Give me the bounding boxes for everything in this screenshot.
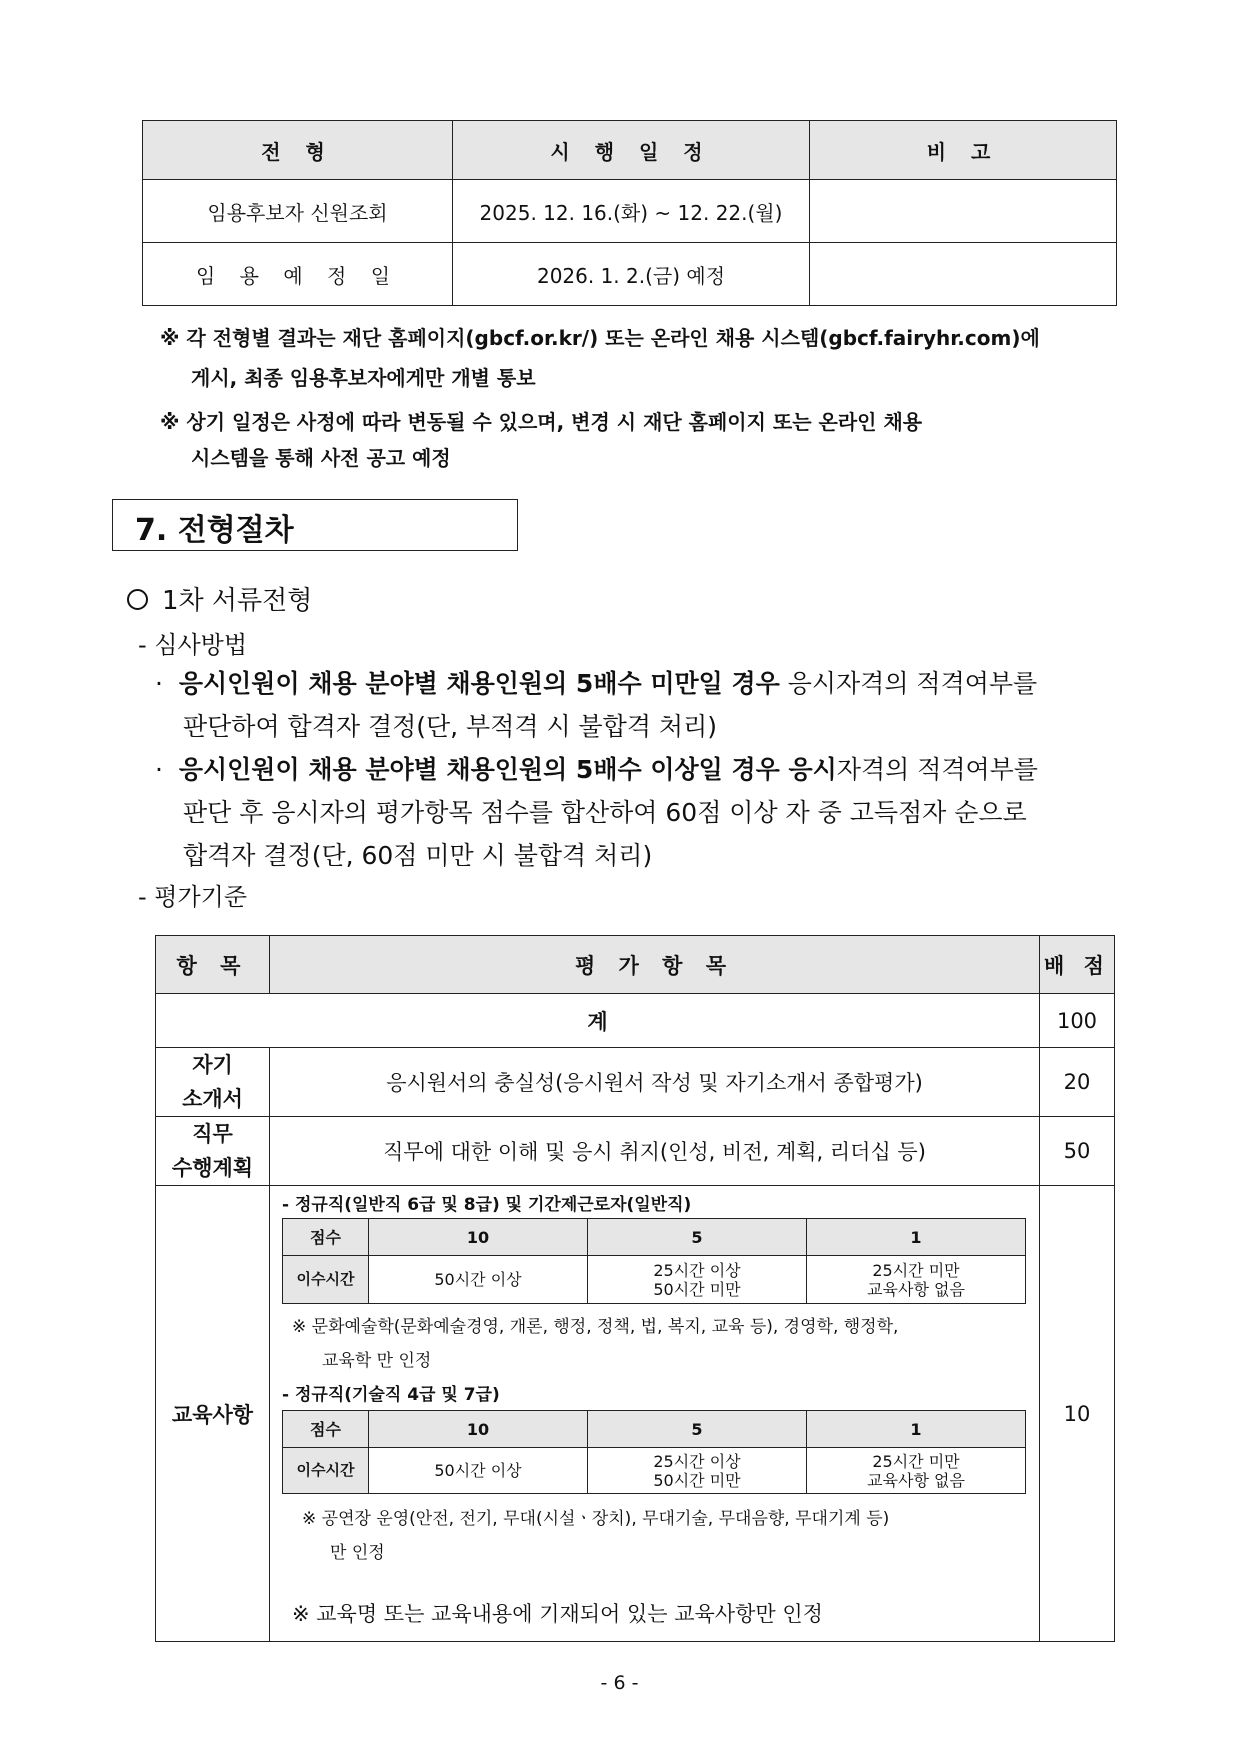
bullet-bold-text: 응시인원이 채용 분야별 채용인원의 5배수 이상일 경우 응시	[178, 755, 837, 784]
score-header-row	[283, 1411, 1026, 1448]
hours-cell: 50시간 이상	[369, 1448, 588, 1494]
group-note: ※ 문화예술학(문화예술경영, 개론, 행정, 정책, 법, 복지, 교육 등), 경영학, 행정학,	[292, 1317, 899, 1337]
score-header-row	[283, 1219, 1026, 1256]
schedule-header: 전 형	[143, 121, 453, 180]
schedule-row	[143, 243, 1117, 306]
score-header: 5	[588, 1411, 807, 1448]
group-note: ※ 공연장 운영(안전, 전기, 무대(시설ㆍ장치), 무대기술, 무대음향, 무대기계 등)	[302, 1509, 890, 1529]
eval-item: 직무 수행계획	[156, 1117, 270, 1186]
schedule-cell: 임용후보자 신원조회	[143, 180, 453, 243]
hours-cell: 50시간 이상	[369, 1256, 588, 1304]
step-heading	[127, 580, 312, 617]
schedule-cell	[810, 180, 1117, 243]
schedule-cell: 임 용 예 정 일	[143, 243, 453, 306]
group-title: - 정규직(일반직 6급 및 8급) 및 기간제근로자(일반직)	[282, 1195, 692, 1215]
score-table	[282, 1410, 1026, 1494]
eval-score: 50	[1040, 1117, 1115, 1186]
score-table	[282, 1218, 1026, 1304]
education-detail-cell	[270, 1186, 1040, 1642]
eval-desc: 응시원서의 충실성(응시원서 작성 및 자기소개서 종합평가)	[270, 1048, 1040, 1117]
hours-label: 이수시간	[283, 1256, 369, 1304]
schedule-row	[143, 180, 1117, 243]
group-title: - 정규직(기술직 4급 및 7급)	[282, 1385, 500, 1405]
bullet-continuation: 판단하여 합격자 결정(단, 부적격 시 불합격 처리)	[183, 712, 717, 741]
group-note: 교육학 만 인정	[322, 1351, 432, 1371]
bullet-text: 응시자격의 적격여부를	[779, 669, 1038, 698]
section-title-box	[112, 499, 518, 551]
bullet-dot-icon: ·	[155, 669, 163, 698]
circle-bullet-icon	[127, 589, 148, 610]
note-line: 게시, 최종 임용후보자에게만 개별 통보	[191, 366, 536, 390]
score-header: 5	[588, 1219, 807, 1256]
schedule-cell: 2026. 1. 2.(금) 예정	[453, 243, 810, 306]
group-note: 만 인정	[330, 1543, 385, 1563]
bullet-continuation: 합격자 결정(단, 60점 미만 시 불합격 처리)	[183, 841, 653, 870]
hours-cell: 25시간 미만 교육사항 없음	[807, 1256, 1026, 1304]
bullet-item	[155, 662, 1130, 705]
eval-row-education	[156, 1186, 1115, 1642]
schedule-header: 시 행 일 정	[453, 121, 810, 180]
page-number: - 6 -	[600, 1672, 639, 1694]
bullet-dot-icon: ·	[155, 755, 163, 784]
score-header: 1	[807, 1411, 1026, 1448]
eval-desc: 직무에 대한 이해 및 응시 취지(인성, 비전, 계획, 리더십 등)	[270, 1117, 1040, 1186]
eval-item: 자기 소개서	[156, 1048, 270, 1117]
hours-cell: 25시간 이상 50시간 미만	[588, 1256, 807, 1304]
bullet-item	[155, 748, 1130, 791]
note-line: ※ 상기 일정은 사정에 따라 변동될 수 있으며, 변경 시 재단 홈페이지 또는 온라인 채용	[160, 410, 923, 434]
evaluation-table	[155, 935, 1115, 1642]
bullet-text: 자격의 적격여부를	[836, 755, 1038, 784]
eval-item: 교육사항	[156, 1186, 270, 1642]
score-header: 점수	[283, 1411, 369, 1448]
bullet-bold-text: 응시인원이 채용 분야별 채용인원의 5배수 미만일 경우	[178, 669, 780, 698]
final-note: ※ 교육명 또는 교육내용에 기재되어 있는 교육사항만 인정	[292, 1602, 823, 1626]
schedule-cell: 2025. 12. 16.(화) ~ 12. 22.(월)	[453, 180, 810, 243]
schedule-header-row	[143, 121, 1117, 180]
hours-cell: 25시간 이상 50시간 미만	[588, 1448, 807, 1494]
education-detail	[270, 1186, 1039, 1636]
score-header: 10	[369, 1411, 588, 1448]
eval-score: 10	[1040, 1186, 1115, 1642]
eval-total-row	[156, 994, 1115, 1048]
schedule-table	[142, 120, 1117, 306]
hours-row	[283, 1256, 1026, 1304]
total-label: 계	[156, 994, 1040, 1048]
bullet-continuation: 판단 후 응시자의 평가항목 점수를 합산하여 60점 이상 자 중 고득점자 순으로	[183, 798, 1027, 827]
note-line: 시스템을 통해 사전 공고 예정	[191, 446, 451, 470]
eval-row	[156, 1048, 1115, 1117]
criteria-label: - 평가기준	[138, 883, 248, 911]
score-header: 1	[807, 1219, 1026, 1256]
eval-header: 평 가 항 목	[270, 936, 1040, 994]
eval-header: 항 목	[156, 936, 270, 994]
hours-label: 이수시간	[283, 1448, 369, 1494]
eval-header: 배 점	[1040, 936, 1115, 994]
eval-header-row	[156, 936, 1115, 994]
method-label: - 심사방법	[138, 631, 248, 659]
note-line: ※ 각 전형별 결과는 재단 홈페이지(gbcf.or.kr/) 또는 온라인 채용 시스템(gbcf.fairyhr.com)에	[160, 326, 1040, 350]
step-title: 1차 서류전형	[162, 586, 313, 616]
eval-row	[156, 1117, 1115, 1186]
score-header: 점수	[283, 1219, 369, 1256]
schedule-cell	[810, 243, 1117, 306]
eval-score: 20	[1040, 1048, 1115, 1117]
score-header: 10	[369, 1219, 588, 1256]
section-title: 7. 전형절차	[135, 513, 294, 548]
hours-row	[283, 1448, 1026, 1494]
total-score: 100	[1040, 994, 1115, 1048]
hours-cell: 25시간 미만 교육사항 없음	[807, 1448, 1026, 1494]
schedule-header: 비 고	[810, 121, 1117, 180]
